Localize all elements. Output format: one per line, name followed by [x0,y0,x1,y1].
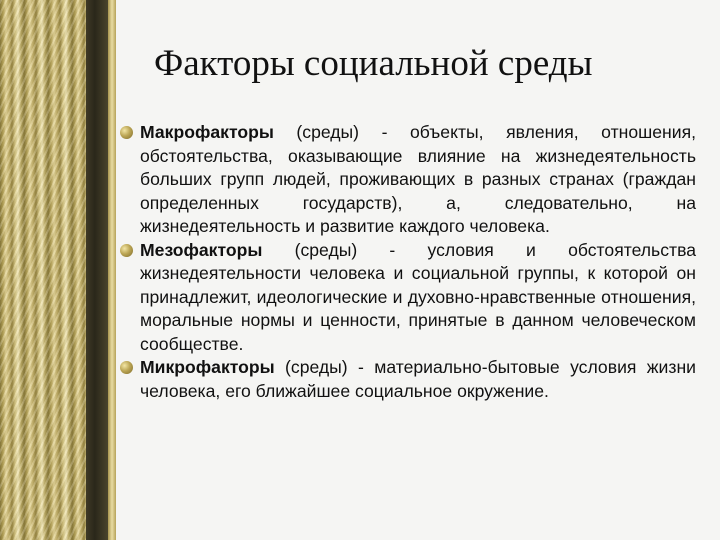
bullet-dot-icon [120,244,133,257]
bullet-dot-icon [120,361,133,374]
bullet-list [116,121,696,403]
decorative-gold-edge [108,0,116,540]
bullet-term: Мезофакторы [140,239,263,260]
bullet-term: Микрофакторы [140,357,275,377]
decorative-gold-band [0,0,86,540]
bullet-dot-icon [120,126,133,139]
bullet-item-mesofactors [116,239,696,357]
bullet-text: (среды) - объекты, явления, отношения, обстоятельства, оказывающие влияние на жизнедеятельность больших групп людей, проживающих в разных странах (граждан определенных государств), а, следовательно, на жизнедеятельность и развитие каждого человека. [140,122,696,236]
decorative-dark-strip [86,0,108,540]
slide-content [116,0,720,540]
slide-title: Факторы социальной среды [154,43,593,84]
bullet-item-microfactors [116,356,696,403]
bullet-text: (среды) - условия и обстоятельства жизнедеятельности человека и социальной группы, к которой он принадлежит, идеологические и духовно-нравственные отношения, моральные нормы и ценности, принятые в данном человеческом сообществе. [140,239,696,354]
bullet-text: (среды) - материально-бытовые условия жизни человека, его ближайшее социальное окружение. [140,357,696,401]
bullet-term: Макрофакторы [140,122,274,142]
bullet-item-macrofactors [116,121,696,239]
